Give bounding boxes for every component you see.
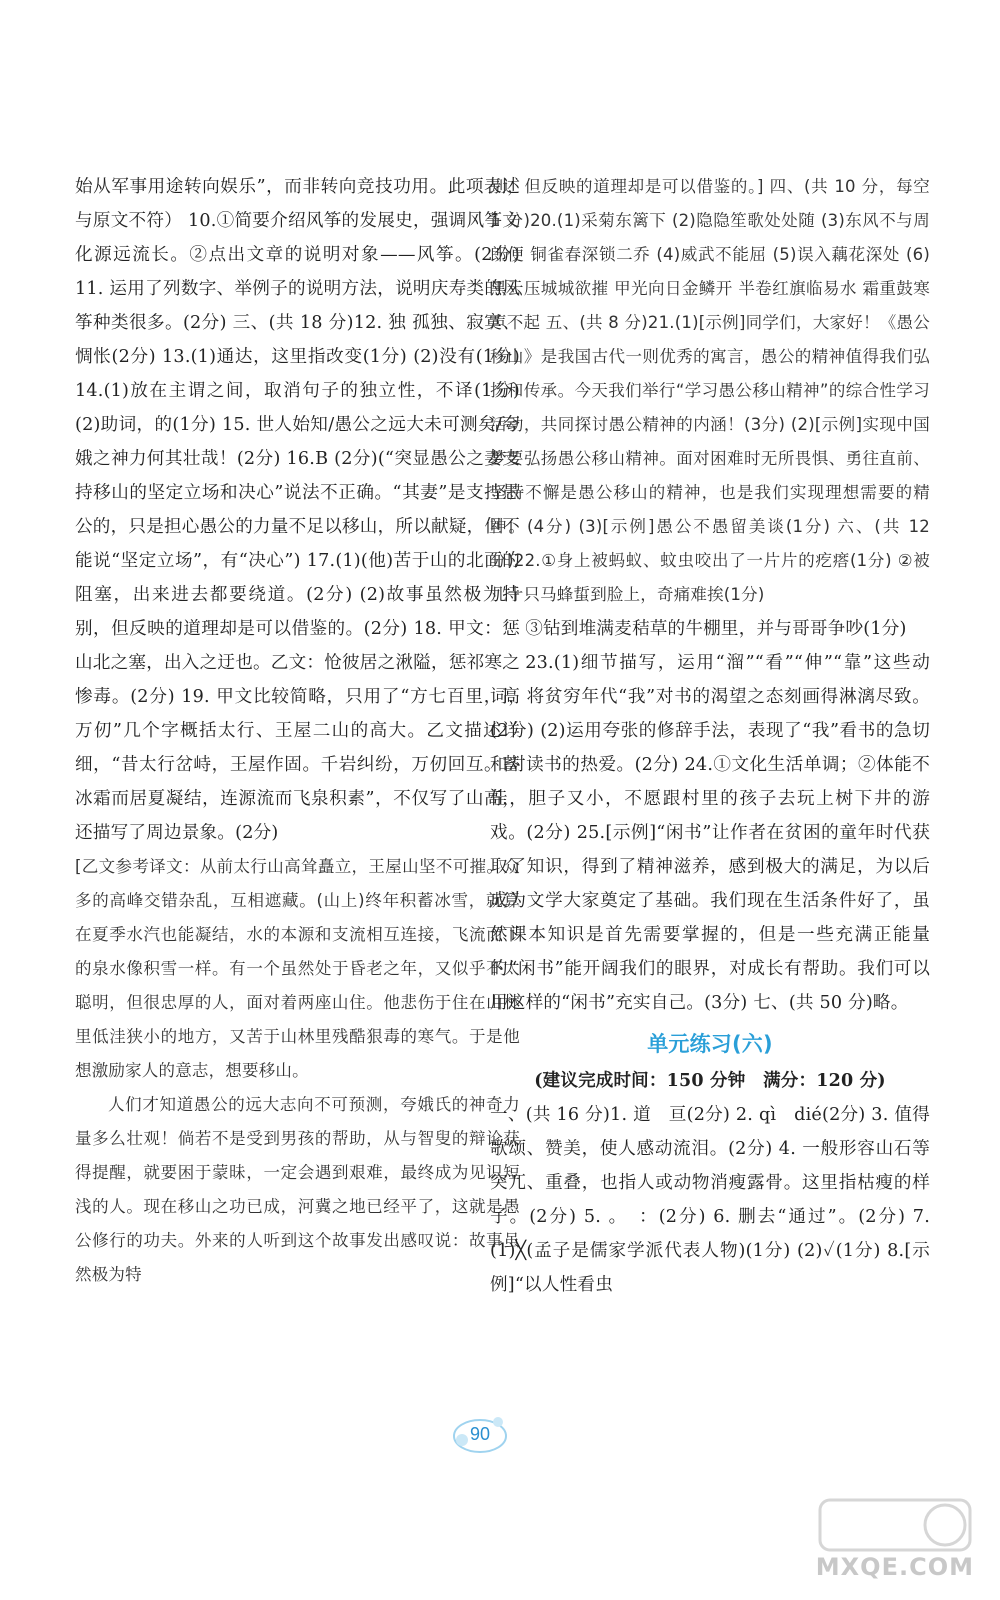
watermark-text: MXQE.COM [815, 1553, 974, 1581]
watermark [780, 1490, 980, 1585]
page-number: 90 [469, 1424, 491, 1444]
translation-paragraph: [乙文参考译文：从前太行山高耸矗立，王屋山坚不可摧。众多的高峰交错杂乱，互相遮藏。(山上)终年积蓄冰雪，就算在夏季水汽也能凝结，水的本源和支流相互连接，飞流而下的泉水像积雪一样。有一个虽然处于昏老之年，又似乎不太聪明，但很忠厚的人，面对着两座山住。他悲伤于住在山林里低洼狭小的地方，又苦于山林里残酷狠毒的寒气。于是他想激励家人的意志，想要移山。 [75, 857, 520, 1080]
section-subtitle: (建议完成时间：150 分钟 满分：120 分) [534, 1071, 886, 1091]
right-column [490, 170, 930, 1302]
section-title: 单元练习(六) [647, 1032, 773, 1056]
translation-paragraph: 人们才知道愚公的远大志向不可预测，夸娥氏的神奇力量多么壮观！倘若不是受到男孩的帮助，从与智叟的辩论获得提醒，就要困于蒙昧，一定会遇到艰难，最终成为见识短浅的人。现在移山之功已成，河冀之地已经平了，这就是愚公修行的功夫。外来的人听到这个故事发出感叹说：故事虽然极为特 [75, 1095, 520, 1284]
page-number-badge [440, 1410, 520, 1460]
translation-paragraph-end: 别，但反映的道理却是可以借鉴的。] 四、(共 10 分，每空 1 分)20.(1)采菊东篱下 (2)隐隐笙歌处处随 (3)东风不与周郎便 铜雀春深锁二乔 (4)威武不能屈 (5)误入藕花深处 (6)黑云压城城欲摧 甲光向日金鳞开 半卷红旗临易水 霜重鼓寒声不起 五、(共 8 分)21.(1)[示例]同学们，大家好！《愚公移山》是我国古代一则优秀的寓言，愚公的精神值得我们弘扬和传承。今天我们举行“学习愚公移山精神”的综合性学习活动，共同探讨愚公精神的内涵！(3分) (2)[示例]实现中国梦要弘扬愚公移山精神。面对困难时无所畏惧、勇往直前、坚持不懈是愚公移山的精神，也是我们实现理想需要的精神。(4分) (3)[示例]愚公不愚留美谈(1分) 六、(共 12分)22.①身上被蚂蚁、蚊虫咬出了一片片的疙瘩(1分) ②被几十只马蜂蜇到脸上，奇痛难挨(1分) [490, 177, 930, 604]
left-column [75, 170, 520, 1292]
answer-paragraph: 23.(1)细节描写，运用“溜”“看”“伸”“靠”这些动词，将贫穷年代“我”对书的渴望之态刻画得淋漓尽致。(2分) (2)运用夸张的修辞手法，表现了“我”看书的急切和对读书的热爱。(2分) 24.①文化生活单调；②体能不佳，胆子又小，不愿跟村里的孩子去玩上树下井的游戏。(2分) 25.[示例]“闲书”让作者在贫困的童年时代获取了知识，得到了精神滋养，感到极大的满足，为以后成为文学大家奠定了基础。我们现在生活条件好了，虽然课本知识是首先需要掌握的，但是一些充满正能量的“闲书”能开阔我们的眼界，对成长有帮助。我们可以用这样的“闲书”充实自己。(3分) 七、(共 50 分)略。 [490, 653, 930, 1013]
answer-paragraph: 一、(共 16 分)1. 道 亘(2分) 2. qì dié(2分) 3. 值得歌颂、赞美，使人感动流泪。(2分) 4. 一般形容山石等突兀、重叠，也指人或动物消瘦露骨。这里指枯瘦的样子。(2分) 5. 。 ：(2分) 6. 删去“通过”。(2分) 7.(1)╳(孟子是儒家学派代表人物)(1分) (2)✓(1分) 8.[示例]“以人性看虫 [490, 1105, 930, 1295]
answer-paragraph: 始从军事用途转向娱乐”，而非转向竞技功用。此项表述与原文不符） 10.①简要介绍风筝的发展史，强调风筝文化源远流长。②点出文章的说明对象——风筝。(2分) 11. 运用了列数字、举例子的说明方法，说明庆寿类的风筝种类很多。(2分) 三、(共 18 分)12. 独 孤独、寂寞、惆怅(2分) 13.(1)通达，这里指改变(1分) (2)没有(1分) 14.(1)放在主谓之间，取消句子的独立性，不译(1分) (2)助词，的(1分) 15. 世人始知/愚公之远大未可测矣/夸娥之神力何其壮哉！(2分) 16.B (2分)(“突显愚公之妻支持移山的坚定立场和决心”说法不正确。“其妻”是支持愚公的，只是担心愚公的力量不足以移山，所以献疑，但不能说“坚定立场”，有“决心”) 17.(1)(他)苦于山的北面的阻塞，出来进去都要绕道。(2分) (2)故事虽然极为特别，但反映的道理却是可以借鉴的。(2分) 18. 甲文：惩山北之塞，出入之迂也。乙文：怆彼居之湫隘，惩祁寒之惨毒。(2分) 19. 甲文比较简略，只用了“方七百里，高万仞”几个字概括太行、王屋二山的高大。乙文描述详细，“昔太行岔峙，王屋作固。千岩纠纷，万仞回互。蓄冰霜而居夏凝结，连源流而飞泉积素”，不仅写了山高，还描写了周边景象。(2分) [75, 177, 520, 843]
answer-paragraph: ③钻到堆满麦秸草的牛棚里，并与哥哥争吵(1分) [525, 619, 907, 639]
